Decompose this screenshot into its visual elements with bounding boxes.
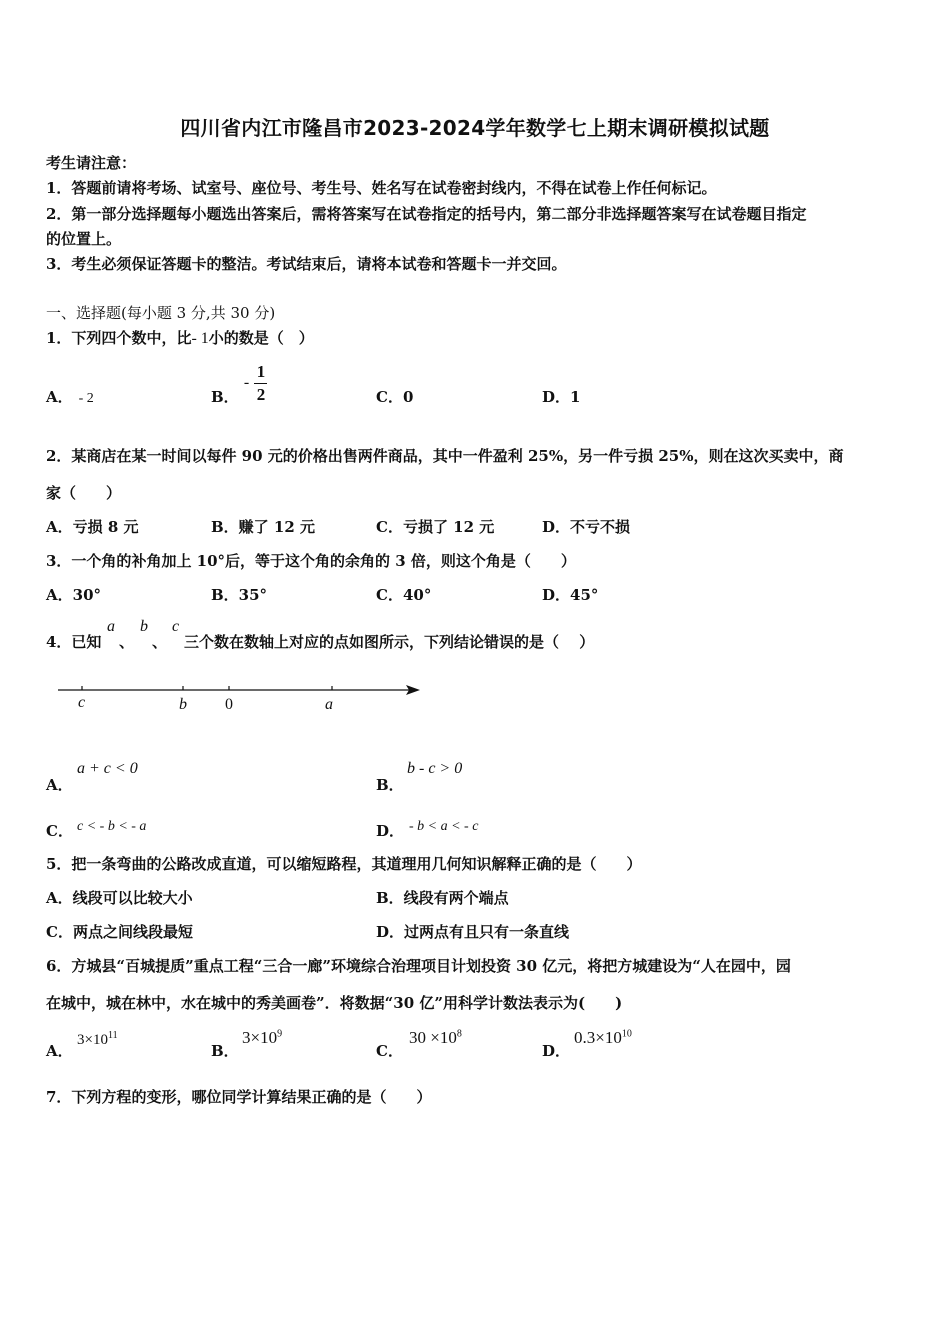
q5-option-d: D．过两点有且只有一条直线 — [376, 923, 570, 941]
axis-label-c: c — [78, 694, 86, 711]
section-heading: 一、选择题(每小题 3 分,共 30 分) — [46, 304, 276, 322]
q2-stem-line-1: 2．某商店在某一时间以每件 90 元的价格出售两件商品，其中一件盈利 25%，另一件亏损 25%，则在这次买卖中，商 — [46, 447, 844, 465]
axis-label-a: a — [325, 696, 333, 713]
notice-line-1: 1．答题前请将考场、试室号、座位号、考生号、姓名写在试卷密封线内，不得在试卷上作任何标记。 — [46, 179, 717, 197]
notice-line-3: 3．考生必须保证答题卡的整洁。考试结束后，请将本试卷和答题卡一并交回。 — [46, 255, 567, 273]
q6-option-a-label: A． — [46, 1042, 73, 1060]
q6-option-b-expr: $3\times 10^9$ — [242, 1028, 283, 1047]
q6-stem-line-1: 6．方城县“百城提质”重点工程“三合一廊”环境综合治理项目计划投资 30 亿元，将把方城建设为“人在园中，园 — [46, 957, 791, 975]
q4-option-d-expr: - b < a < - c — [409, 819, 479, 834]
q1-option-a: A． - 2 — [46, 388, 94, 406]
q3-option-d: D．45° — [542, 586, 599, 604]
q6-option-d-expr: $0.3\times 10^{10}$ — [574, 1028, 632, 1047]
q2-option-c: C．亏损了 12 元 — [376, 518, 495, 536]
q6-option-a-expr: $3\times 10^{11}$ — [77, 1030, 118, 1048]
q3-option-b: B．35° — [211, 586, 268, 604]
q4-separator-2: 、 — [152, 633, 168, 651]
q5-option-b: B．线段有两个端点 — [376, 889, 509, 907]
page-title: 四川省内江市隆昌市2023-2024学年数学七上期末调研模拟试题 — [180, 116, 770, 140]
q4-option-b-label: B． — [376, 776, 404, 794]
number-line — [50, 676, 430, 726]
q1-fraction: $\frac{1}{2}$ — [254, 362, 267, 405]
q5-option-a: A．线段可以比较大小 — [46, 889, 193, 907]
q2-option-b: B．赚了 12 元 — [211, 518, 315, 536]
q4-option-b-expr: b - c > 0 — [407, 760, 463, 777]
q7-stem: 7．下列方程的变形，哪位同学计算结果正确的是（ ） — [46, 1088, 432, 1106]
q6-option-c-label: C． — [376, 1042, 403, 1060]
q4-option-a-label: A． — [46, 776, 73, 794]
notice-line-2b: 的位置上。 — [46, 230, 122, 248]
q1-option-c: C．0 — [376, 388, 414, 406]
q3-option-a: A．30° — [46, 586, 102, 604]
axis-label-b: b — [179, 696, 187, 713]
q1-option-b: B． - $\frac{1}{2}$ — [211, 362, 267, 407]
q1-option-d: D．1 — [542, 388, 581, 406]
q5-stem: 5．把一条弯曲的公路改成直道，可以缩短路程，其道理用几何知识解释正确的是（ ） — [46, 855, 642, 873]
q1-stem: 1．下列四个数中，比- 1小的数是（ ） — [46, 329, 314, 347]
q6-option-c-expr: $30 \times 10^8$ — [409, 1028, 462, 1047]
q5-option-c: C．两点之间线段最短 — [46, 923, 193, 941]
q6-stem-line-2: 在城中，城在林中，水在城中的秀美画卷”．将数据“30 亿”用科学计数法表示为( ) — [46, 994, 623, 1012]
q2-stem-line-2: 家（ ） — [46, 484, 122, 502]
q4-separator-1: 、 — [119, 633, 135, 651]
q4-option-d-label: D． — [376, 822, 405, 840]
q4-option-c-expr: c < - b < - a — [77, 819, 147, 834]
q6-option-b-label: B． — [211, 1042, 239, 1060]
notice-line-2a: 2．第一部分选择题每小题选出答案后，需将答案写在试卷指定的括号内，第二部分非选择题答案写在试卷题目指定 — [46, 205, 807, 223]
q4-var-a: a — [107, 618, 115, 635]
q4-var-b: b — [140, 618, 148, 635]
q2-option-d: D．不亏不损 — [542, 518, 631, 536]
q4-stem-suffix: 三个数在数轴上对应的点如图所示，下列结论错误的是（ ） — [184, 633, 595, 651]
q4-option-a-expr: a + c < 0 — [77, 760, 138, 777]
q4-option-c-label: C． — [46, 822, 73, 840]
q4-stem-prefix: 4．已知 — [46, 633, 102, 651]
q3-option-c: C．40° — [376, 586, 432, 604]
axis-label-zero: 0 — [225, 696, 233, 713]
q2-option-a: A．亏损 8 元 — [46, 518, 139, 536]
notice-heading: 考生请注意： — [46, 154, 137, 172]
q1-stem-number: - 1 — [191, 330, 209, 347]
q3-stem: 3．一个角的补角加上 10°后，等于这个角的余角的 3 倍，则这个角是（ ） — [46, 552, 576, 570]
q6-option-d-label: D． — [542, 1042, 571, 1060]
q4-var-c: c — [172, 618, 180, 635]
